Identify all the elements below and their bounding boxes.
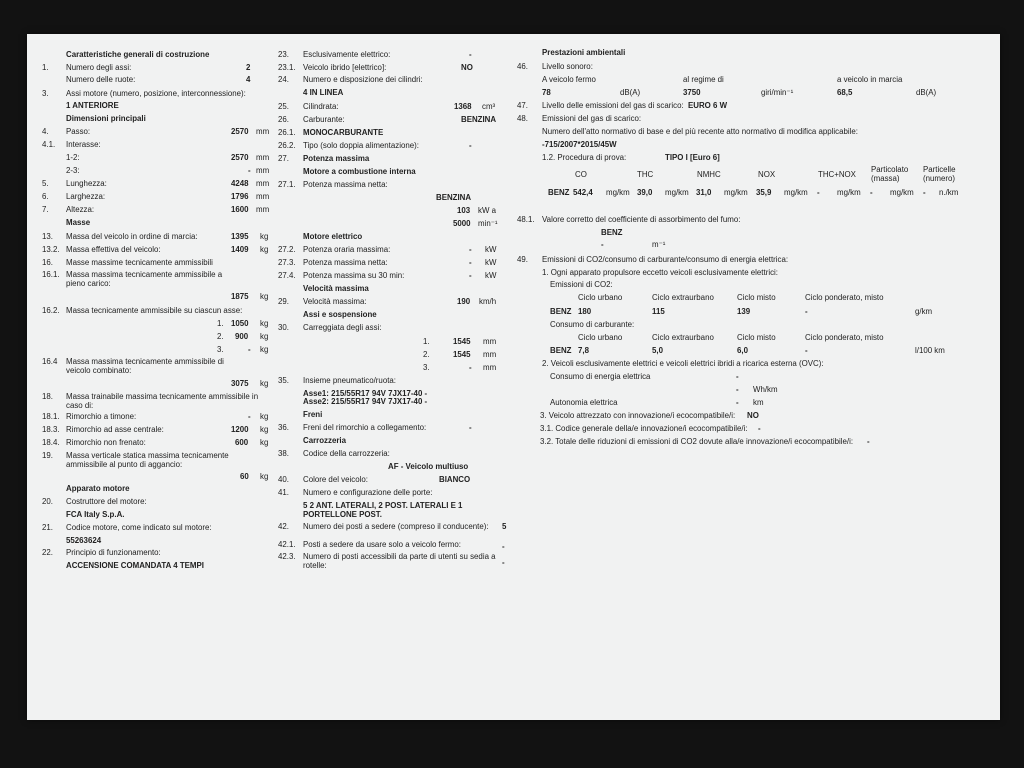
field-label: Interasse: [66, 140, 101, 149]
emission-unit: mg/km [606, 188, 630, 197]
axle-number: 1. [423, 337, 430, 346]
field-value: 5 2 ANT. LATERALI, 2 POST. LATERALI E 1 PORTELLONE POST. [303, 501, 463, 519]
field-label: Numero delle ruote: [66, 75, 136, 84]
field-label: 3. Veicolo attrezzato con innovazione/i ecocompatibile/i: [540, 411, 736, 420]
document-sheet [27, 34, 1000, 720]
field-value: 1796 [231, 192, 249, 201]
field-unit: kW a [478, 206, 496, 215]
item-number: 49. [517, 255, 528, 264]
field-label: Insieme pneumatico/ruota: [303, 376, 396, 385]
heading-environment: Prestazioni ambientali [542, 48, 626, 57]
field-label: Altezza: [66, 205, 95, 214]
item-number: 27.3. [278, 258, 296, 267]
field-label: Numero e configurazione delle porte: [303, 488, 433, 497]
item-number: 41. [278, 488, 289, 497]
field-value: BENZ [601, 228, 623, 237]
field-value: 1395 [231, 232, 249, 241]
field-label: Massa tecnicamente ammissibile su ciascun asse: [66, 306, 243, 315]
field-value: - [502, 558, 505, 567]
field-value: 3750 [683, 88, 701, 97]
co2-value: 139 [737, 307, 751, 316]
item-number: 18. [42, 392, 53, 401]
item-number: 29. [278, 297, 289, 306]
field-label: Rimorchio a timone: [66, 412, 137, 421]
field-unit: mm [256, 166, 270, 175]
emission-unit: mg/km [890, 188, 914, 197]
field-value: - [736, 398, 739, 407]
field-value: 1545 [453, 337, 471, 346]
field-label: Codice della carrozzeria: [303, 449, 390, 458]
field-value: 600 [235, 438, 249, 447]
consumption-value: - [805, 346, 808, 355]
field-value: - [469, 423, 472, 432]
field-value: - [469, 258, 472, 267]
field-unit: dB(A) [916, 88, 937, 97]
field-unit: min⁻¹ [478, 219, 498, 228]
field-value: NO [747, 411, 759, 420]
field-label: Principio di funzionamento: [66, 548, 161, 557]
consumption-col-header: Ciclo ponderato, misto [805, 333, 884, 342]
field-unit: kg [260, 345, 269, 354]
consumption-col-header: Ciclo extraurbano [652, 333, 714, 342]
field-value: EURO 6 W [688, 101, 728, 110]
item-number: 23. [278, 50, 289, 59]
field-label: Livello delle emissioni del gas di scarico: [542, 101, 684, 110]
item-number: 3. [42, 89, 49, 98]
field-value: BENZINA [436, 193, 472, 202]
co2-unit: g/km [915, 307, 933, 316]
consumption-col-header: Ciclo urbano [578, 333, 623, 342]
heading-power: Potenza massima [303, 154, 370, 163]
field-value: 3075 [231, 379, 249, 388]
item-number: 18.1. [42, 412, 60, 421]
co2-value: - [805, 307, 808, 316]
field-label: 2-3: [66, 166, 80, 175]
field-value: - [601, 240, 604, 249]
field-value: -715/2007*2015/45W [542, 140, 617, 149]
item-number: 30. [278, 323, 289, 332]
item-number: 7. [42, 205, 49, 214]
field-label: Rimorchio ad asse centrale: [66, 425, 164, 434]
emission-value: 31,0 [696, 188, 712, 197]
field-value: - [469, 363, 472, 372]
field-label: Numero e disposizione dei cilindri: [303, 75, 423, 84]
item-number: 23.1. [278, 63, 296, 72]
field-label: 2. Veicoli esclusivamente elettrici e veicoli elettrici ibridi a ricarica esterna (OVC): [542, 359, 824, 368]
axle-number: 3. [217, 345, 224, 354]
heading-body: Carrozzeria [303, 436, 346, 445]
field-unit: kg [260, 425, 269, 434]
consumption-value: 5,0 [652, 346, 663, 355]
field-label: Lunghezza: [66, 179, 107, 188]
field-unit: Wh/km [753, 385, 778, 394]
item-number: 26.1. [278, 128, 296, 137]
field-label: Codice motore, come indicato sul motore: [66, 523, 212, 532]
field-unit: kg [260, 472, 269, 481]
field-label: Potenza massima su 30 min: [303, 271, 405, 280]
heading-axles: Assi e sospensione [303, 310, 377, 319]
field-label: Carreggiata degli assi: [303, 323, 382, 332]
field-label: Numero dei posti a sedere (compreso il conducente): [303, 522, 489, 531]
item-number: 13.2. [42, 245, 60, 254]
item-number: 4. [42, 127, 49, 136]
field-value: 1409 [231, 245, 249, 254]
emission-unit: mg/km [784, 188, 808, 197]
item-number: 48. [517, 114, 528, 123]
field-value: 1050 [231, 319, 249, 328]
field-value: - [469, 245, 472, 254]
field-label: Potenza massima netta: [303, 258, 388, 267]
field-value: NO [461, 63, 473, 72]
field-value: 2570 [231, 153, 249, 162]
item-number: 47. [517, 101, 528, 110]
field-value: - [248, 345, 251, 354]
field-value: Asse1: 215/55R17 94V 7JX17-40 - [303, 389, 428, 398]
co2-col-header: Ciclo urbano [578, 293, 623, 302]
field-unit: kg [260, 319, 269, 328]
item-number: 42.3. [278, 552, 296, 561]
emission-unit: mg/km [837, 188, 861, 197]
field-value: 55263624 [66, 536, 102, 545]
item-number: 26. [278, 115, 289, 124]
field-value: 1200 [231, 425, 249, 434]
heading-speed: Velocità massima [303, 284, 369, 293]
emission-col-header: Particolato (massa) [871, 165, 909, 183]
field-unit: kW [485, 271, 497, 280]
field-unit: kg [260, 232, 269, 241]
item-number: 48.1. [517, 215, 535, 224]
item-number: 21. [42, 523, 53, 532]
heading-dimensions: Dimensioni principali [66, 114, 146, 123]
item-number: 27.2. [278, 245, 296, 254]
field-value: - [736, 385, 739, 394]
field-value: ACCENSIONE COMANDATA 4 TEMPI [66, 561, 204, 570]
field-unit: m⁻¹ [652, 240, 666, 249]
field-unit: kg [260, 292, 269, 301]
field-label: 1. Ogni apparato propulsore eccetto veicoli esclusivamente elettrici: [542, 268, 778, 277]
field-value: - [736, 372, 739, 381]
consumption-unit: l/100 km [915, 346, 945, 355]
field-value: 190 [457, 297, 471, 306]
field-unit: kg [260, 412, 269, 421]
field-value: 2 [246, 63, 251, 72]
emission-col-header: CO [575, 170, 587, 179]
field-unit: mm [483, 337, 497, 346]
item-number: 24. [278, 75, 289, 84]
field-label: Massa massima tecnicamente ammissibile di veicolo combinato: [66, 357, 224, 375]
field-label: Livello sonoro: [542, 62, 593, 71]
field-value: 60 [240, 472, 249, 481]
axle-number: 1. [217, 319, 224, 328]
field-label: Cilindrata: [303, 102, 339, 111]
axle-number: 2. [217, 332, 224, 341]
field-value: - [248, 412, 251, 421]
field-value: 2570 [231, 127, 249, 136]
consumption-value: 6,0 [737, 346, 748, 355]
item-number: 1. [42, 63, 49, 72]
heading-combustion: Motore a combustione interna [303, 167, 416, 176]
field-value: - [469, 141, 472, 150]
field-label: Valore corretto del coefficiente di assorbimento del fumo: [542, 215, 741, 224]
field-label: Freni del rimorchio a collegamento: [303, 423, 427, 432]
item-number: 46. [517, 62, 528, 71]
field-label: Numero di posti accessibili da parte di utenti su sedia a rotelle: [303, 552, 496, 570]
field-unit: dB(A) [620, 88, 641, 97]
field-label: Emissioni di CO2/consumo di carburante/consumo di energia elettrica: [542, 255, 789, 264]
field-value: BIANCO [439, 475, 471, 484]
emission-value: - [870, 188, 873, 197]
field-label: Numero dell'atto normativo di base e del più recente atto normativo di modifica applicabile: [542, 127, 858, 136]
field-value: 900 [235, 332, 249, 341]
item-number: 42.1. [278, 540, 296, 549]
item-number: 38. [278, 449, 289, 458]
field-label: Assi motore (numero, posizione, interconnessione): [66, 89, 246, 98]
item-number: 19. [42, 451, 53, 460]
field-unit: cm³ [482, 102, 496, 111]
item-number: 18.3. [42, 425, 60, 434]
field-label: Massa trainabile massima tecnicamente ammissibile in caso di: [66, 392, 259, 410]
emission-value: - [817, 188, 820, 197]
co2-col-header: Ciclo misto [737, 293, 776, 302]
field-unit: mm [256, 153, 270, 162]
emission-value: 35,9 [756, 188, 772, 197]
field-label: Potenza oraria massima: [303, 245, 391, 254]
field-label: A veicolo fermo [542, 75, 596, 84]
field-label: a veicolo in marcia [837, 75, 903, 84]
field-unit: kg [260, 379, 269, 388]
field-value: 5 [502, 522, 507, 531]
item-number: 42. [278, 522, 289, 531]
field-value: - [469, 50, 472, 59]
field-label: 3.2. Totale delle riduzioni di emissioni di CO2 dovute alla/e innovazione/i ecocompatibile/i: [540, 437, 854, 446]
co2-col-header: Ciclo ponderato, misto [805, 293, 884, 302]
field-label: Carburante: [303, 115, 345, 124]
field-value: 4248 [231, 179, 249, 188]
item-number: 16. [42, 258, 53, 267]
field-value: 4 [246, 75, 251, 84]
field-value: 1875 [231, 292, 249, 301]
field-value: - [758, 424, 761, 433]
field-unit: kW [485, 258, 497, 267]
emission-value: 542,4 [573, 188, 593, 197]
item-number: 6. [42, 192, 49, 201]
field-label: Tipo (solo doppia alimentazione): [303, 141, 419, 150]
field-label: Colore del veicolo: [303, 475, 368, 484]
axle-number: 3. [423, 363, 430, 372]
item-number: 5. [42, 179, 49, 188]
field-unit: km [753, 398, 764, 407]
emission-unit: mg/km [665, 188, 689, 197]
field-unit: kg [260, 332, 269, 341]
field-label: 1.2. Procedura di prova: [542, 153, 627, 162]
field-unit: mm [483, 350, 497, 359]
emission-col-header: THC+NOX [818, 170, 856, 179]
field-value: 103 [457, 206, 471, 215]
item-number: 27.4. [278, 271, 296, 280]
field-label: Rimorchio non frenato: [66, 438, 146, 447]
field-label: Potenza massima netta: [303, 180, 388, 189]
field-label: Numero degli assi: [66, 63, 132, 72]
field-value: 1368 [454, 102, 472, 111]
field-unit: mm [256, 192, 270, 201]
co2-col-header: Ciclo extraurbano [652, 293, 714, 302]
item-number: 16.1. [42, 270, 60, 279]
field-value: 5000 [453, 219, 471, 228]
heading-general: Caratteristiche generali di costruzione [66, 50, 210, 59]
heading-brakes: Freni [303, 410, 323, 419]
field-unit: mm [483, 363, 497, 372]
field-label: Velocità massima: [303, 297, 367, 306]
field-unit: km/h [479, 297, 497, 306]
item-number: 27. [278, 154, 289, 163]
field-unit: mm [256, 179, 270, 188]
emission-unit: mg/km [724, 188, 748, 197]
field-label: Consumo di energia elettrica [550, 372, 651, 381]
emission-col-header: NMHC [697, 170, 721, 179]
axle-number: 2. [423, 350, 430, 359]
co2-value: 180 [578, 307, 592, 316]
emission-unit: n./km [939, 188, 959, 197]
item-number: 36. [278, 423, 289, 432]
field-value: 4 IN LINEA [303, 88, 344, 97]
field-label: Massa effettiva del veicolo: [66, 245, 161, 254]
field-value: - [502, 542, 505, 551]
field-label: Autonomia elettrica [550, 398, 618, 407]
emission-col-header: THC [637, 170, 654, 179]
heading-electric: Motore elettrico [303, 232, 363, 241]
field-value: AF - Veicolo multiuso [388, 462, 469, 471]
field-value: 1 ANTERIORE [66, 101, 119, 110]
field-label: Massa del veicolo in ordine di marcia: [66, 232, 198, 241]
field-unit: giri/min⁻¹ [761, 88, 794, 97]
co2-fuel: BENZ [550, 307, 572, 316]
item-number: 40. [278, 475, 289, 484]
item-number: 16.2. [42, 306, 60, 315]
field-unit: kW [485, 245, 497, 254]
field-label: Larghezza: [66, 192, 106, 201]
item-number: 16.4 [42, 357, 58, 366]
field-value: TIPO I [Euro 6] [665, 153, 720, 162]
emission-col-header: Particelle (numero) [923, 165, 956, 183]
co2-value: 115 [652, 307, 665, 316]
field-unit: mm [256, 127, 270, 136]
field-label: Consumo di carburante: [550, 320, 635, 329]
emission-value: 39,0 [637, 188, 653, 197]
emission-value: - [923, 188, 926, 197]
field-value: Asse2: 215/55R17 94V 7JX17-40 - [303, 397, 428, 406]
field-unit: kg [260, 245, 269, 254]
item-number: 20. [42, 497, 53, 506]
field-label: Costruttore del motore: [66, 497, 147, 506]
item-number: 26.2. [278, 141, 296, 150]
field-label: Posti a sedere da usare solo a veicolo fermo: [303, 540, 461, 549]
item-number: 22. [42, 548, 53, 557]
field-label: Esclusivamente elettrico: [303, 50, 391, 59]
consumption-col-header: Ciclo misto [737, 333, 776, 342]
field-label: Emissioni del gas di scarico: [542, 114, 642, 123]
field-value: - [248, 166, 251, 175]
field-value: 1600 [231, 205, 249, 214]
field-label: Veicolo ibrido [elettrico]: [303, 63, 387, 72]
field-label: Masse massime tecnicamente ammissibili [66, 258, 213, 267]
field-value: FCA Italy S.p.A. [66, 510, 125, 519]
consumption-fuel: BENZ [550, 346, 572, 355]
field-value: BENZINA [461, 115, 497, 124]
field-value: - [469, 271, 472, 280]
heading-engine: Apparato motore [66, 484, 130, 493]
field-label: Massa verticale statica massima tecnicamente ammissibile al punto di aggancio: [66, 451, 229, 469]
field-label: Passo: [66, 127, 91, 136]
field-label: 3.1. Codice generale della/e innovazione/i ecocompatibile/i: [540, 424, 748, 433]
item-number: 35. [278, 376, 289, 385]
field-label: al regime di [683, 75, 724, 84]
emission-fuel: BENZ [548, 188, 570, 197]
item-number: 27.1. [278, 180, 296, 189]
field-unit: kg [260, 438, 269, 447]
field-value: 78 [542, 88, 551, 97]
field-label: 1-2: [66, 153, 80, 162]
emission-col-header: NOX [758, 170, 776, 179]
item-number: 25. [278, 102, 289, 111]
heading-masses: Masse [66, 218, 91, 227]
field-value: 1545 [453, 350, 471, 359]
field-label: Emissioni di CO2: [550, 280, 613, 289]
field-label: Massa massima tecnicamente ammissibile a pieno carico: [66, 270, 223, 288]
item-number: 4.1. [42, 140, 56, 149]
item-number: 18.4. [42, 438, 60, 447]
field-unit: mm [256, 205, 270, 214]
field-value: 68,5 [837, 88, 853, 97]
field-value: MONOCARBURANTE [303, 128, 384, 137]
consumption-value: 7,8 [578, 346, 589, 355]
item-number: 13. [42, 232, 53, 241]
field-value: - [867, 437, 870, 446]
